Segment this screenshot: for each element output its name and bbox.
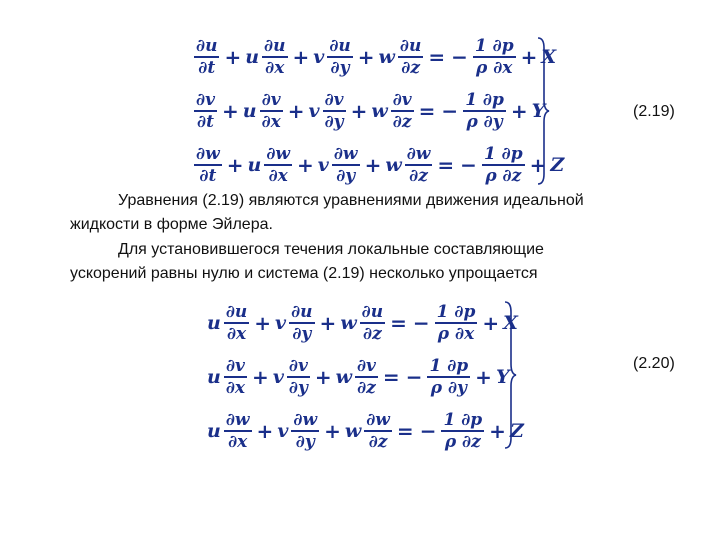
lhs-fraction [194, 90, 217, 132]
equals-sign: = [390, 311, 407, 335]
numerator: ∂u [361, 302, 384, 323]
numerator: ∂w [333, 144, 358, 165]
plus-sign: + [221, 99, 239, 123]
numerator: ∂w [225, 410, 250, 431]
numerator: ∂w [266, 144, 291, 165]
coefficient: v [313, 46, 325, 68]
numerator: ∂v [324, 90, 344, 111]
equation-row [206, 404, 525, 458]
equation-number: (2.19) [633, 103, 675, 120]
equals-sign: = [437, 153, 455, 177]
paragraph-line: ускорений равны нулю и система (2.19) несколько упрощается [70, 265, 538, 282]
denominator: ∂y [324, 111, 344, 132]
plus-sign: + [364, 153, 382, 177]
coefficient: u [242, 100, 257, 122]
denominator: ∂y [288, 377, 308, 398]
coefficient: v [317, 154, 329, 176]
term-fraction [289, 302, 314, 344]
equation-row [206, 296, 525, 350]
pressure-fraction [482, 144, 525, 186]
pressure-fraction [435, 302, 478, 344]
plus-sign: + [529, 153, 547, 177]
numerator: ∂u [225, 302, 248, 323]
denominator: ∂z [363, 323, 382, 344]
coefficient: u [207, 366, 221, 388]
numerator: 1 ∂p [465, 90, 504, 111]
denominator: ∂x [268, 165, 288, 186]
minus-sign: − [441, 99, 459, 123]
plus-sign: + [510, 99, 528, 123]
numerator: ∂w [366, 410, 390, 431]
numerator: ∂w [293, 410, 318, 431]
paragraph-line: жидкости в форме Эйлера. [70, 216, 273, 233]
pressure-fraction [441, 410, 484, 452]
numerator: ∂u [399, 36, 422, 57]
denominator: ∂y [330, 57, 350, 78]
numerator: ∂u [291, 302, 313, 323]
denominator: ρ ∂x [476, 57, 513, 78]
plus-sign: + [489, 419, 506, 443]
term-fraction [364, 410, 392, 452]
coefficient: w [378, 46, 395, 68]
term-fraction [360, 302, 385, 344]
equals-sign: = [428, 45, 446, 69]
coefficient: w [385, 154, 402, 176]
equation-number: (2.20) [633, 355, 675, 372]
term-fraction [262, 36, 287, 78]
equation-row [192, 84, 565, 138]
plus-sign: + [314, 365, 332, 389]
numerator: ∂v [392, 90, 412, 111]
body-force: Y [531, 100, 546, 122]
body-force: Y [495, 366, 510, 388]
plus-sign: + [292, 45, 310, 69]
plus-sign: + [357, 45, 375, 69]
term-fraction [224, 302, 249, 344]
equals-sign: = [382, 365, 400, 389]
coefficient: w [335, 366, 352, 388]
denominator: ρ ∂z [485, 165, 522, 186]
plus-sign: + [319, 311, 337, 335]
term-fraction [332, 144, 360, 186]
coefficient: v [308, 100, 320, 122]
coefficient: u [207, 420, 221, 442]
paragraph-line: Для установившегося течения локальные составляющие [118, 241, 544, 258]
denominator: ∂y [295, 431, 315, 452]
denominator: ∂x [228, 431, 248, 452]
body-force: Z [550, 154, 565, 176]
denominator: ρ ∂x [437, 323, 475, 344]
denominator: ∂z [368, 431, 388, 452]
equation-row [206, 350, 525, 404]
numerator: ∂u [196, 36, 218, 57]
numerator: ∂v [288, 356, 308, 377]
right-brace-icon [536, 36, 550, 186]
lhs-fraction [194, 144, 222, 186]
plus-sign: + [475, 365, 492, 389]
denominator: ∂x [225, 377, 246, 398]
minus-sign: − [412, 311, 430, 335]
plus-sign: + [224, 45, 242, 69]
equals-sign: = [418, 99, 436, 123]
plus-sign: + [324, 419, 341, 443]
right-brace-icon [503, 300, 517, 450]
denominator: ∂z [409, 165, 428, 186]
pressure-fraction [427, 356, 470, 398]
denominator: ∂y [336, 165, 356, 186]
coefficient: w [344, 420, 362, 442]
minus-sign: − [419, 419, 437, 443]
numerator: ∂w [406, 144, 431, 165]
numerator: ∂w [196, 144, 220, 165]
denominator: ρ ∂y [430, 377, 467, 398]
numerator: 1 ∂p [474, 36, 514, 57]
lhs-fraction [194, 36, 219, 78]
term-fraction [224, 410, 252, 452]
coefficient: v [277, 420, 289, 442]
denominator: ∂x [265, 57, 285, 78]
numerator: ∂v [356, 356, 376, 377]
coefficient: u [245, 46, 260, 68]
body-force: X [503, 312, 518, 334]
term-fraction [264, 144, 292, 186]
denominator: ∂z [392, 111, 412, 132]
minus-sign: − [405, 365, 423, 389]
denominator: ∂y [292, 323, 312, 344]
plus-sign: + [520, 45, 538, 69]
euler-equations-system [192, 30, 565, 192]
term-fraction [327, 36, 352, 78]
coefficient: u [247, 154, 262, 176]
numerator: ∂v [196, 90, 215, 111]
denominator: ρ ∂z [444, 431, 481, 452]
coefficient: u [207, 312, 221, 334]
term-fraction [291, 410, 319, 452]
minus-sign: − [460, 153, 477, 177]
body-force: Z [509, 420, 524, 442]
coefficient: v [275, 312, 287, 334]
plus-sign: + [482, 311, 500, 335]
plus-sign: + [256, 419, 274, 443]
term-fraction [287, 356, 310, 398]
term-fraction [398, 36, 423, 78]
term-fraction [391, 90, 414, 132]
steady-flow-equations-system [206, 296, 525, 458]
term-fraction [260, 90, 283, 132]
denominator: ∂t [199, 165, 217, 186]
minus-sign: − [451, 45, 468, 69]
denominator: ∂z [401, 57, 420, 78]
numerator: 1 ∂p [483, 144, 523, 165]
numerator: ∂u [264, 36, 286, 57]
denominator: ∂z [357, 377, 376, 398]
pressure-fraction [463, 90, 506, 132]
numerator: ∂v [261, 90, 281, 111]
plus-sign: + [287, 99, 305, 123]
body-force: X [541, 46, 557, 68]
denominator: ∂t [198, 57, 216, 78]
term-fraction [355, 356, 378, 398]
pressure-fraction [473, 36, 516, 78]
denominator: ∂x [261, 111, 281, 132]
term-fraction [323, 90, 346, 132]
plus-sign: + [252, 365, 269, 389]
plus-sign: + [226, 153, 244, 177]
numerator: 1 ∂p [429, 356, 469, 377]
coefficient: w [371, 100, 388, 122]
denominator: ∂t [197, 111, 214, 132]
denominator: ρ ∂y [466, 111, 503, 132]
coefficient: w [340, 312, 357, 334]
plus-sign: + [297, 153, 314, 177]
numerator: ∂v [225, 356, 245, 377]
equation-row [192, 30, 565, 84]
denominator: ∂x [226, 323, 247, 344]
equals-sign: = [396, 419, 414, 443]
plus-sign: + [254, 311, 272, 335]
paragraph-line: Уравнения (2.19) являются уравнениями движения идеальной [118, 192, 584, 209]
numerator: ∂u [329, 36, 351, 57]
term-fraction [405, 144, 433, 186]
coefficient: v [272, 366, 284, 388]
numerator: 1 ∂p [443, 410, 483, 431]
numerator: 1 ∂p [436, 302, 476, 323]
equation-row [192, 138, 565, 192]
plus-sign: + [350, 99, 368, 123]
term-fraction [224, 356, 247, 398]
